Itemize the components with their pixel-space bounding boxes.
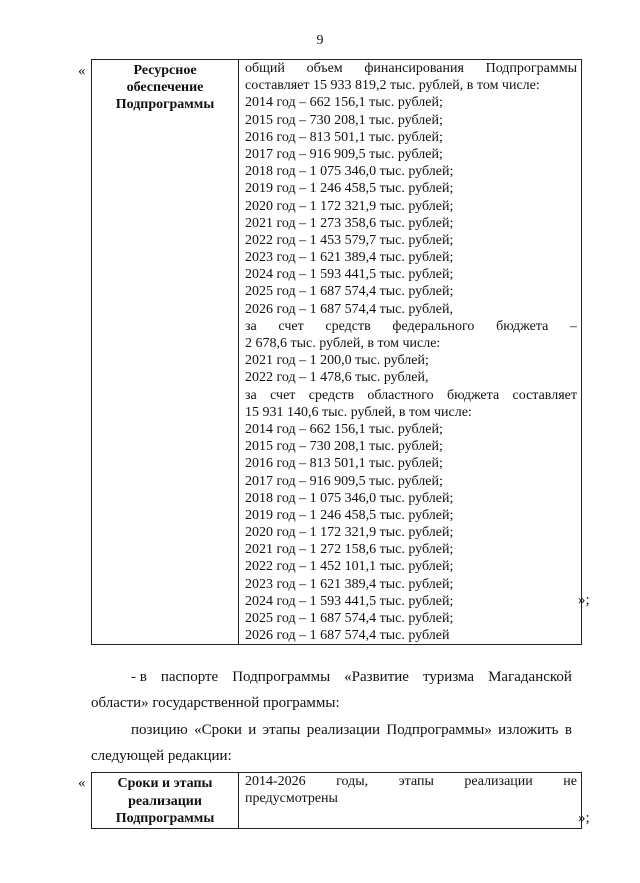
financing-line: 2 678,6 тыс. рублей, в том числе: <box>245 336 441 351</box>
financing-line: 2017 год – 916 909,5 тыс. рублей; <box>245 473 443 489</box>
word: «Сроки <box>194 722 242 738</box>
word: «Развитие <box>344 669 409 685</box>
financing-line: 2014 год – 662 156,1 тыс. рублей; <box>245 421 443 437</box>
word: паспорте <box>160 669 219 685</box>
word: бюджета <box>446 387 500 403</box>
word: Магаданской <box>488 669 572 685</box>
word: за <box>245 387 257 403</box>
resource-provision-content <box>239 60 582 645</box>
word: за <box>245 318 257 334</box>
paragraph-1-line-1 <box>131 664 572 690</box>
word: Подпрограммы <box>485 61 577 76</box>
paragraph-2-line-2: следующей редакции: <box>91 748 232 764</box>
financing-line: 2020 год – 1 172 321,9 тыс. рублей; <box>245 525 454 541</box>
timeline-line-1 <box>245 773 577 790</box>
word: счет <box>270 387 296 403</box>
financing-line: составляет 15 933 819,2 тыс. рублей, в том числе: <box>245 78 540 94</box>
financing-line: 2026 год – 1 687 574,4 тыс. рублей <box>245 628 450 644</box>
financing-line <box>245 60 577 77</box>
word: Подпрограммы <box>232 669 331 685</box>
word: реализации <box>306 722 381 738</box>
word: этапы <box>398 774 434 789</box>
word: финансирования <box>364 61 464 76</box>
page-number: 9 <box>316 33 324 48</box>
word: общий <box>245 61 285 76</box>
financing-line: 2015 год – 730 208,1 тыс. рублей; <box>245 112 443 128</box>
financing-line: 2021 год – 1 273 358,6 тыс. рублей; <box>245 215 454 231</box>
financing-line: 2023 год – 1 621 389,4 тыс. рублей; <box>245 576 454 592</box>
word: счет <box>278 318 304 334</box>
word: и <box>248 722 257 738</box>
timeline-table <box>91 772 582 829</box>
financing-line: 2015 год – 730 208,1 тыс. рублей; <box>245 439 443 455</box>
financing-line: 2023 год – 1 621 389,4 тыс. рублей; <box>245 250 454 266</box>
financing-line: 2024 год – 1 593 441,5 тыс. рублей; <box>245 593 454 609</box>
financing-line: 2014 год – 662 156,1 тыс. рублей; <box>245 95 443 111</box>
word: – <box>569 318 577 334</box>
word: средств <box>325 318 371 334</box>
word: этапы <box>262 722 301 738</box>
financing-line <box>245 387 577 404</box>
header-line: Сроки и этапы <box>117 776 213 791</box>
financing-line: 2022 год – 1 478,6 тыс. рублей, <box>245 370 429 386</box>
opening-quote-2: « <box>78 775 86 791</box>
financing-line: 2016 год – 813 501,1 тыс. рублей; <box>245 129 443 145</box>
word: Подпрограммы» <box>386 722 492 738</box>
word: федерального <box>392 318 475 334</box>
financing-line: 2022 год – 1 453 579,7 тыс. рублей; <box>245 232 454 248</box>
resource-provision-table <box>91 59 582 645</box>
word: - в <box>131 669 147 685</box>
word: областного <box>367 387 434 403</box>
closing-quote-2: »; <box>578 810 590 826</box>
financing-line: 2018 год – 1 075 346,0 тыс. рублей; <box>245 490 454 506</box>
timeline-content <box>239 773 582 829</box>
timeline-line-2: предусмотрены <box>245 791 338 807</box>
financing-line: 2021 год – 1 272 158,6 тыс. рублей; <box>245 542 454 558</box>
paragraph-1-line-2: области» государственной программы: <box>91 695 340 711</box>
financing-line: 2017 год – 916 909,5 тыс. рублей; <box>245 146 443 162</box>
financing-line: 15 931 140,6 тыс. рублей, в том числе: <box>245 404 472 420</box>
word: составляет <box>512 387 577 403</box>
financing-line: 2016 год – 813 501,1 тыс. рублей; <box>245 456 443 472</box>
word: не <box>563 774 577 789</box>
financing-line <box>245 318 577 335</box>
word: объем <box>306 61 343 76</box>
word: позицию <box>131 722 188 738</box>
closing-quote-1: »; <box>578 592 590 608</box>
financing-line: 2021 год – 1 200,0 тыс. рублей; <box>245 353 429 369</box>
word: 2014-2026 <box>245 774 306 789</box>
financing-line: 2025 год – 1 687 574,4 тыс. рублей; <box>245 611 454 626</box>
financing-line: 2024 год – 1 593 441,5 тыс. рублей; <box>245 267 454 283</box>
opening-quote-1: « <box>78 63 86 79</box>
word: бюджета <box>496 318 549 334</box>
header-line: Подпрограммы <box>115 811 215 826</box>
word: в <box>564 722 572 738</box>
word: изложить <box>498 722 559 738</box>
financing-line: 2025 год – 1 687 574,4 тыс. рублей; <box>245 284 454 300</box>
financing-line: 2020 год – 1 172 321,9 тыс. рублей; <box>245 198 454 214</box>
financing-line: 2019 год – 1 246 458,5 тыс. рублей; <box>245 181 454 197</box>
header-line: обеспечение <box>126 80 204 95</box>
timeline-header <box>92 773 239 829</box>
header-line: реализации <box>128 793 202 809</box>
financing-line: 2026 год – 1 687 574,4 тыс. рублей, <box>245 301 453 317</box>
resource-provision-header <box>92 60 239 645</box>
word: средств <box>308 387 355 403</box>
word: годы, <box>336 774 369 789</box>
paragraph-2-line-1 <box>131 717 572 743</box>
financing-line: 2022 год – 1 452 101,1 тыс. рублей; <box>245 559 454 575</box>
word: реализации <box>464 774 533 789</box>
word: туризма <box>422 669 475 685</box>
financing-line: 2018 год – 1 075 346,0 тыс. рублей; <box>245 164 454 180</box>
header-line: Ресурсное <box>133 63 197 78</box>
header-line: Подпрограммы <box>115 97 215 112</box>
financing-line: 2019 год – 1 246 458,5 тыс. рублей; <box>245 507 454 523</box>
